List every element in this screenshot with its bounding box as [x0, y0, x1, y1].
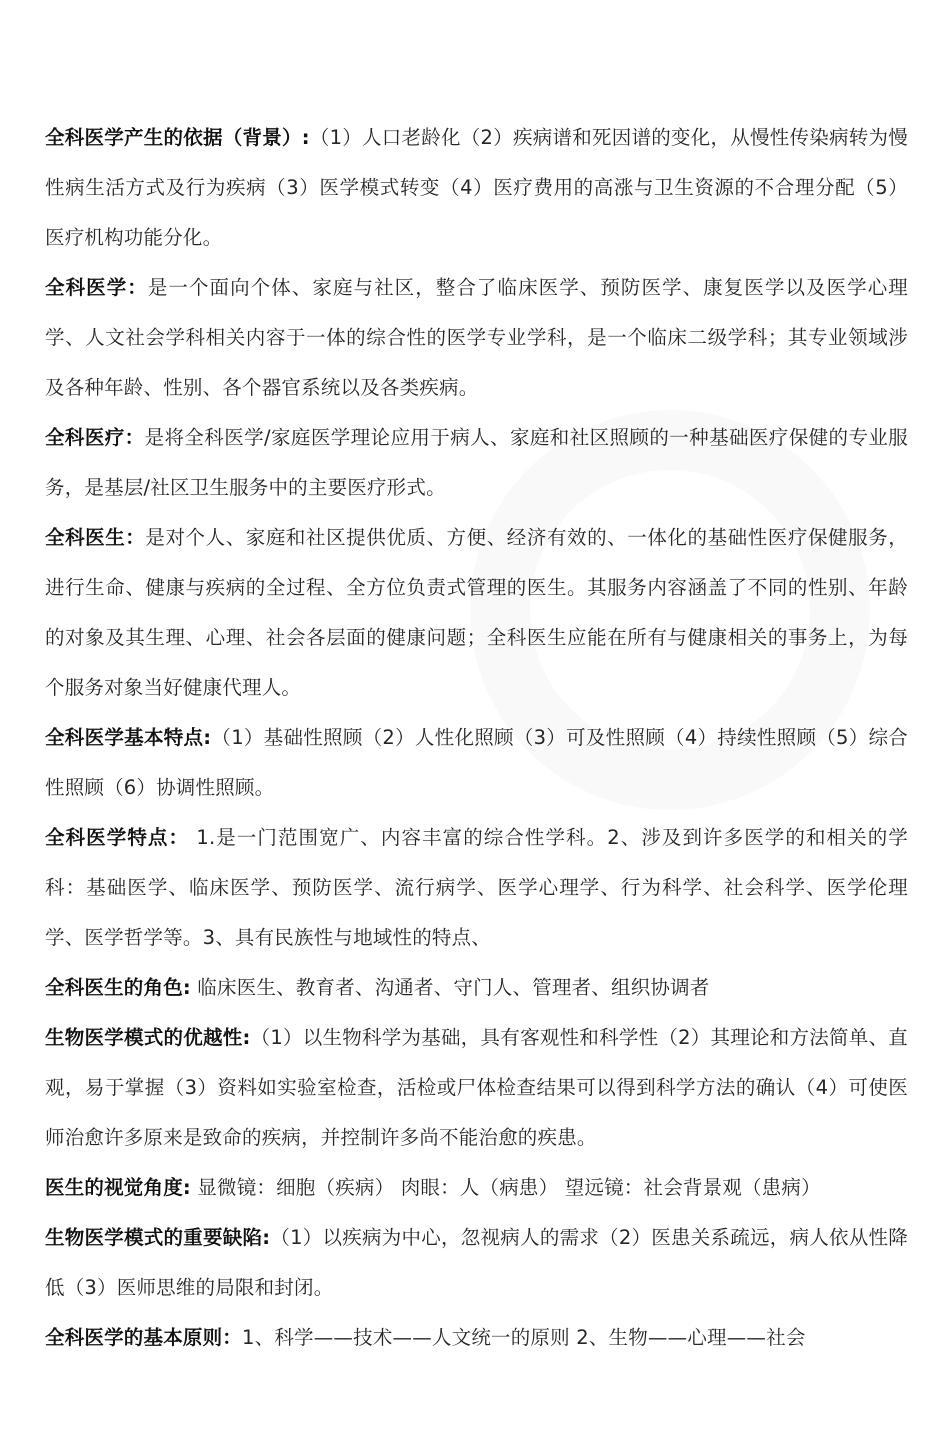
entry-term: 全科医学产生的依据（背景）: [45, 126, 310, 149]
entry-general-medicine [45, 263, 908, 413]
entry-text: 显微镜：细胞（疾病） 肉眼：人（病患） 望远镜：社会背景观（患病） [190, 1176, 821, 1199]
entry-term: 全科医生： [45, 526, 146, 549]
entry-text: （1）以生物科学为基础，具有客观性和科学性（2）其理论和方法简单、直观，易于掌握（3）资料如实验室检查，活检或尸体检查结果可以得到科学方法的确认（4）可使医师治愈许多原来是致命的疾病，并控制许多尚不能治愈的疾患。 [45, 1026, 908, 1149]
entry-term: 全科医学： [45, 276, 148, 299]
entry-text: （1）基础性照顾（2）人性化照顾（3）可及性照顾（4）持续性照顾（5）综合性照顾（6）协调性照顾。 [45, 726, 908, 799]
entry-basic-features [45, 713, 908, 813]
entry-text: 是一个面向个体、家庭与社区，整合了临床医学、预防医学、康复医学以及医学心理学、人文社会学科相关内容于一体的综合性的医学专业学科，是一个临床二级学科；其专业领域涉及各种年龄、性别、各个器官系统以及各类疾病。 [45, 276, 908, 399]
entry-features [45, 813, 908, 963]
entry-visual-perspective [45, 1163, 908, 1213]
entry-biomedical-advantages [45, 1013, 908, 1163]
entry-term: 全科医学基本特点: [45, 726, 212, 749]
entry-text: （1）以疾病为中心，忽视病人的需求（2）医患关系疏远，病人依从性降低（3）医师思维的局限和封闭。 [45, 1226, 908, 1299]
entry-text: 是将全科医学/家庭医学理论应用于病人、家庭和社区照顾的一种基础医疗保健的专业服务，是基层/社区卫生服务中的主要医疗形式。 [45, 426, 908, 499]
entry-text: 1.是一门范围宽广、内容丰富的综合性学科。2、涉及到许多医学的和相关的学科：基础医学、临床医学、预防医学、流行病学、医学心理学、行为科学、社会科学、医学伦理学、医学哲学等。3、具有民族性与地域性的特点、 [45, 826, 908, 949]
entry-text: 1、科学——技术——人文统一的原则 2、生物——心理——社会 [242, 1326, 806, 1349]
entry-term: 生物医学模式的优越性: [45, 1026, 251, 1049]
entry-term: 全科医生的角色: [45, 976, 191, 999]
entry-text: 临床医生、教育者、沟通者、守门人、管理者、组织协调者 [190, 976, 710, 999]
entry-text: （1）人口老龄化（2）疾病谱和死因谱的变化，从慢性传染病转为慢性病生活方式及行为疾病（3）医学模式转变（4）医疗费用的高涨与卫生资源的不合理分配（5）医疗机构功能分化。 [45, 126, 908, 249]
entry-background [45, 113, 908, 263]
entry-term: 全科医学特点： [45, 826, 190, 849]
entry-term: 生物医学模式的重要缺陷: [45, 1226, 271, 1249]
entry-text: 是对个人、家庭和社区提供优质、方便、经济有效的、一体化的基础性医疗保健服务，进行生命、健康与疾病的全过程、全方位负责式管理的医生。其服务内容涵盖了不同的性别、年龄的对象及其生理、心理、社会各层面的健康问题；全科医生应能在所有与健康相关的事务上，为每个服务对象当好健康代理人。 [45, 526, 908, 699]
entry-general-practitioner [45, 513, 908, 713]
entry-term: 全科医疗： [45, 426, 145, 449]
entry-basic-principles [45, 1313, 908, 1363]
entry-term: 医生的视觉角度: [45, 1176, 191, 1199]
entry-biomedical-defects [45, 1213, 908, 1313]
entry-gp-roles [45, 963, 908, 1013]
entry-general-practice [45, 413, 908, 513]
entry-term: 全科医学的基本原则： [45, 1326, 243, 1349]
